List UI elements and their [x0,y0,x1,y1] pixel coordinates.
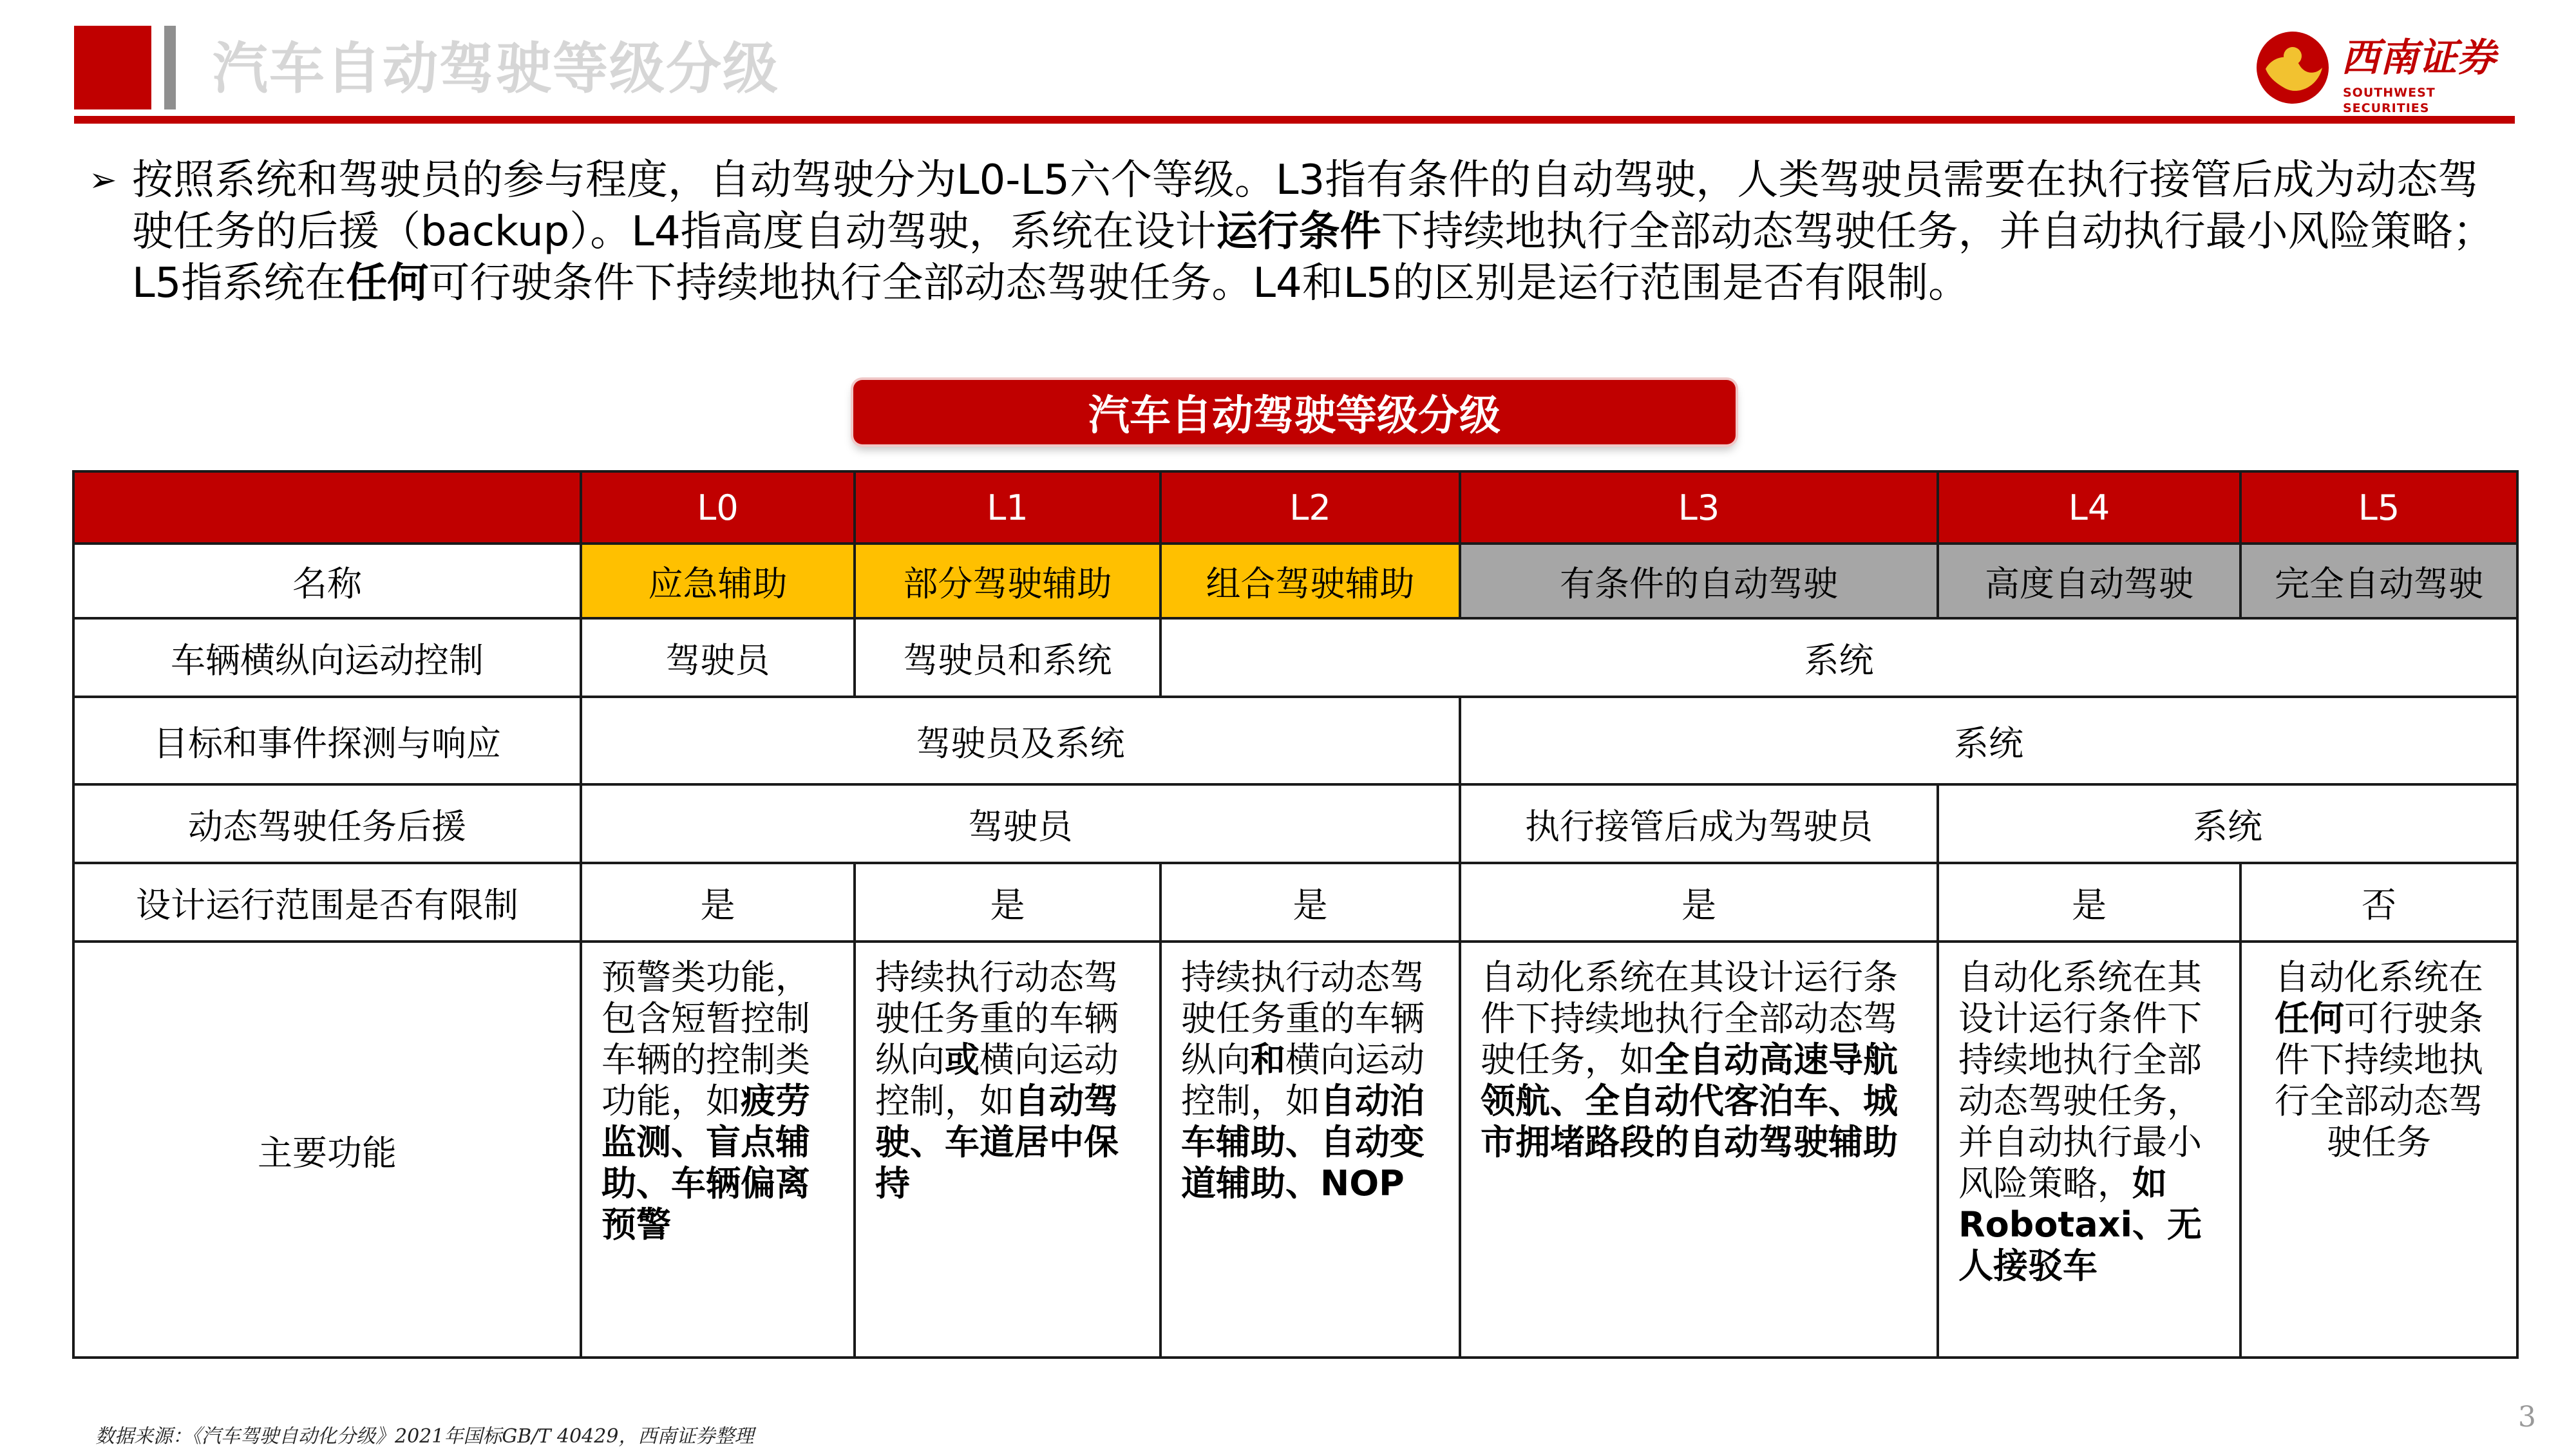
control-cell-l2-l5: 系统 [1160,618,2517,697]
logo-text-cn: 西南证券 [2341,35,2496,80]
table-row-control [73,618,2517,697]
func-bold-text: 任何 [2275,998,2344,1039]
header-cell-l2: L2 [1160,471,1460,544]
header-blank-cell [73,471,581,544]
func-text: 持续执行动态驾驶任务重的车辆纵向 [1181,957,1425,1080]
table-row-odd [73,863,2517,942]
func-cell-l5 [2240,942,2517,1358]
header-gray-bar [164,26,176,109]
row-label: 设计运行范围是否有限制 [73,863,581,942]
header-cell-l4: L4 [1938,471,2240,544]
table-row-functions [73,942,2517,1358]
row-label: 名称 [73,544,581,618]
func-bold-text: 疲劳监测、盲点辅助、车辆偏离预警 [601,1081,810,1245]
odd-cell-l3: 是 [1460,863,1938,942]
name-cell-l0: 应急辅助 [581,544,855,618]
name-cell-l4: 高度自动驾驶 [1938,544,2240,618]
row-label: 动态驾驶任务后援 [73,784,581,863]
func-text: 自动化系统在 [2275,957,2483,998]
header-cell-l0: L0 [581,471,855,544]
func-bold-text: 或 [945,1039,980,1080]
func-cell-l2 [1160,942,1460,1358]
func-text: 自动化系统在其设计运行条件下持续地执行全部动态驾驶任务，并自动执行最小风险策略， [1958,957,2202,1204]
odd-cell-l0: 是 [581,863,855,942]
data-source-note: 数据来源：《汽车驾驶自动化分级》2021年国标GB/T 40429，西南证券整理 [95,1425,754,1448]
detect-cell-l3-l5: 系统 [1460,697,2517,784]
func-cell-l3 [1460,942,1938,1358]
odd-cell-l5: 否 [2240,863,2517,942]
intro-text [97,155,2518,309]
odd-cell-l4: 是 [1938,863,2240,942]
autonomy-levels-table [72,470,2519,1359]
header-red-block [74,26,151,109]
func-bold-text: 全自动高速导航领航、全自动代客泊车、城市拥堵路段的自动驾驶辅助 [1481,1039,1898,1162]
name-cell-l1: 部分驾驶辅助 [855,544,1160,618]
intro-text-part: 可行驶条件下持续地执行全部动态驾驶任务。L4和L5的区别是运行范围是否有限制。 [428,260,1970,307]
odd-cell-l1: 是 [855,863,1160,942]
intro-bold-part: 运行条件 [1216,208,1381,256]
func-bold-text: 和 [1251,1039,1285,1080]
backup-cell-l3: 执行接管后成为驾驶员 [1460,784,1938,863]
logo-mark-icon [2254,29,2331,106]
func-text: 横向运动控制，如 [875,1039,1119,1121]
row-label: 车辆横纵向运动控制 [73,618,581,697]
intro-paragraph [89,155,2518,309]
backup-cell-l4-l5: 系统 [1938,784,2517,863]
logo-text-en: SOUTHWEST SECURITIES [2343,86,2436,115]
page-number: 3 [2518,1401,2536,1434]
intro-text-part: 按照系统和驾驶员的参与程度，自动驾驶分为L0-L5六个等级。L3指有条件的自动驾驶，人类驾驶员需要在执行接管后成为动态驾驶任务的后援（backup）。L4指高度自动驾驶，系统在设计 [132,156,2479,256]
table-row-name [73,544,2517,618]
func-cell-l4 [1938,942,2240,1358]
control-cell-l1: 驾驶员和系统 [855,618,1160,697]
table-row-detect [73,697,2517,784]
func-text: 自动化系统在其设计运行条件下持续地执行全部动态驾驶任务，如 [1481,957,1898,1080]
row-label: 主要功能 [73,942,581,1358]
header-rule [74,116,2515,124]
header-cell-l5: L5 [2240,471,2517,544]
bullet-arrow-icon: ➢ [89,161,117,200]
intro-text-part: 下持续地执行全部动态驾驶任务，并自动执行最小风险策略；L5指系统在 [132,208,2494,307]
table-header-row [73,471,2517,544]
func-cell-l1 [855,942,1160,1358]
func-text: 持续执行动态驾驶任务重的车辆纵向 [875,957,1119,1080]
func-cell-l0 [581,942,855,1358]
name-cell-l2: 组合驾驶辅助 [1160,544,1460,618]
header-cell-l1: L1 [855,471,1160,544]
func-bold-text: 自动驾驶、车道居中保持 [875,1081,1119,1204]
control-cell-l0: 驾驶员 [581,618,855,697]
func-text: 可行驶条件下持续地执行全部动态驾驶任务 [2275,998,2483,1162]
row-label: 目标和事件探测与响应 [73,697,581,784]
company-logo [2254,26,2524,115]
intro-bold-part: 任何 [346,260,429,307]
backup-cell-l0-l2: 驾驶员 [581,784,1460,863]
func-bold-text: 自动泊车辅助、自动变道辅助、NOP [1181,1081,1425,1204]
func-text: 预警类功能，包含短暂控制车辆的控制类功能，如 [601,957,810,1121]
name-cell-l5: 完全自动驾驶 [2240,544,2517,618]
detect-cell-l0-l2: 驾驶员及系统 [581,697,1460,784]
header-cell-l3: L3 [1460,471,1938,544]
func-bold-text: 如Robotaxi、无人接驳车 [1958,1163,2202,1286]
name-cell-l3: 有条件的自动驾驶 [1460,544,1938,618]
table-row-backup [73,784,2517,863]
func-text: 横向运动控制，如 [1181,1039,1425,1121]
table-caption: 汽车自动驾驶等级分级 [853,380,1736,444]
odd-cell-l2: 是 [1160,863,1460,942]
page-title: 汽车自动驾驶等级分级 [213,37,779,101]
